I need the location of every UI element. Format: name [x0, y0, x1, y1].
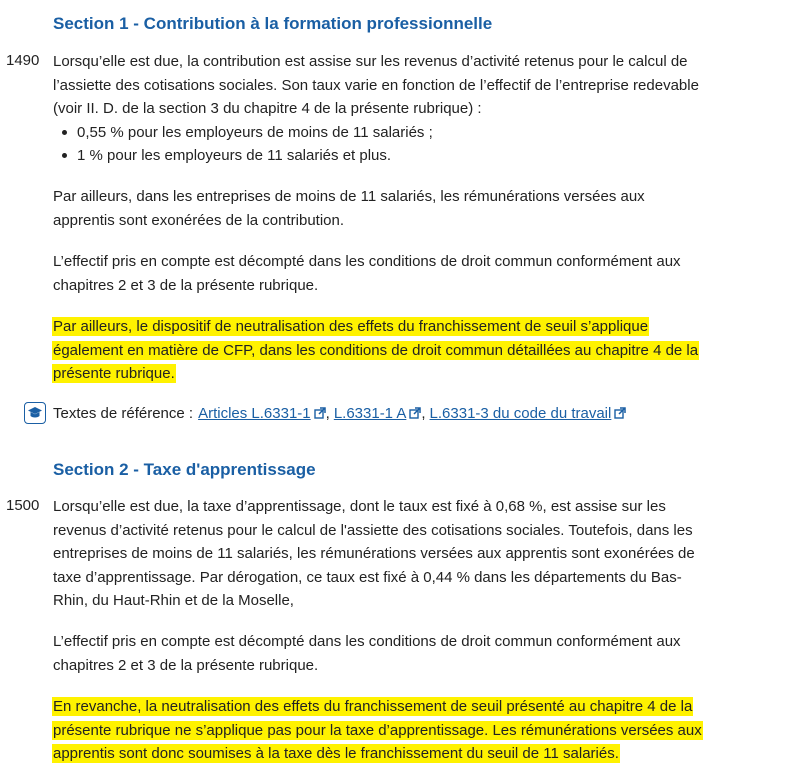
text-line: revenus d’activité retenus pour le calcul de l'assiette des cotisations sociales. Toutefois, dans les: [53, 521, 693, 539]
section-2-paragraph-1: [53, 495, 773, 613]
graduation-cap-icon: [24, 402, 46, 424]
rate-list: [53, 121, 773, 168]
paragraph-number-1490: 1490: [6, 52, 40, 69]
section-1-paragraph-2: [53, 185, 773, 232]
highlighted-text-line: présente rubrique ne s’applique pas pour la taxe d’apprentissage. Les rémunérations versées aux: [53, 721, 702, 739]
section-2-highlighted-paragraph: [53, 695, 773, 766]
reference-link-l6331-1[interactable]: Articles L.6331-1: [198, 404, 311, 422]
list-item: 0,55 % pour les employeurs de moins de 11 salariés ;: [53, 121, 773, 145]
section-2-title: Section 2 - Taxe d'apprentissage: [53, 460, 316, 479]
external-link-icon: [614, 407, 626, 419]
highlighted-text-line: présente rubrique.: [53, 365, 175, 382]
reference-separator: ,: [325, 404, 330, 422]
highlighted-text-line: également en matière de CFP, dans les conditions de droit commun détaillées au chapitre 4 de la: [53, 341, 699, 359]
section-2-paragraph-2: [53, 630, 773, 677]
highlighted-text-line: En revanche, la neutralisation des effets du franchissement de seuil présenté au chapitre 4 de la: [53, 698, 693, 715]
section-1-title: Section 1 - Contribution à la formation professionnelle: [53, 14, 493, 33]
list-item: 1 % pour les employeurs de 11 salariés et plus.: [53, 144, 773, 168]
section-1-highlighted-paragraph: [53, 315, 773, 386]
highlighted-text-line: Par ailleurs, le dispositif de neutralisation des effets du franchissement de seuil s’applique: [53, 318, 649, 335]
text-line: taxe d’apprentissage. Par dérogation, ce taux est fixé à 0,44 % dans les départements du Bas-: [53, 568, 682, 586]
section-1-paragraph-1: [53, 50, 773, 168]
external-link-icon: [409, 407, 421, 419]
reference-label: Textes de référence :: [53, 404, 194, 422]
reference-link-l6331-1-a[interactable]: L.6331-1 A: [333, 404, 407, 422]
paragraph-number-1500: 1500: [6, 497, 40, 514]
external-link-icon: [314, 407, 326, 419]
text-line: Lorsqu’elle est due, la taxe d’apprentissage, dont le taux est fixé à 0,68 %, est assise sur les: [53, 498, 666, 515]
text-line: L’effectif pris en compte est décompté dans les conditions de droit commun conformément aux: [53, 253, 681, 270]
text-line: l’assiette des cotisations sociales. Son taux varie en fonction de l’effectif de l’entreprise redevable: [53, 76, 699, 94]
highlighted-text-line: apprentis sont donc soumises à la taxe dès le franchissement du seuil de 11 salariés.: [53, 745, 619, 762]
text-line: apprentis sont exonérées de la contribution.: [53, 211, 345, 229]
reference-texts: [24, 402, 626, 424]
reference-link-l6331-3[interactable]: L.6331-3 du code du travail: [429, 404, 612, 422]
text-line: chapitres 2 et 3 de la présente rubrique.: [53, 656, 319, 674]
text-line: Par ailleurs, dans les entreprises de moins de 11 salariés, les rémunérations versées aux: [53, 188, 645, 205]
text-line: L’effectif pris en compte est décompté dans les conditions de droit commun conformément aux: [53, 633, 681, 650]
reference-separator: ,: [421, 404, 426, 422]
text-line: (voir II. D. de la section 3 du chapitre 4 de la présente rubrique) :: [53, 100, 482, 117]
text-line: Rhin, du Haut-Rhin et de la Moselle,: [53, 592, 294, 609]
text-line: entreprises de moins de 11 salariés, les rémunérations versées aux apprentis sont exonérées de: [53, 545, 695, 562]
section-1-paragraph-3: [53, 250, 773, 297]
text-line: Lorsqu’elle est due, la contribution est assise sur les revenus d’activité retenus pour le calcul de: [53, 53, 688, 70]
text-line: chapitres 2 et 3 de la présente rubrique.: [53, 276, 319, 294]
